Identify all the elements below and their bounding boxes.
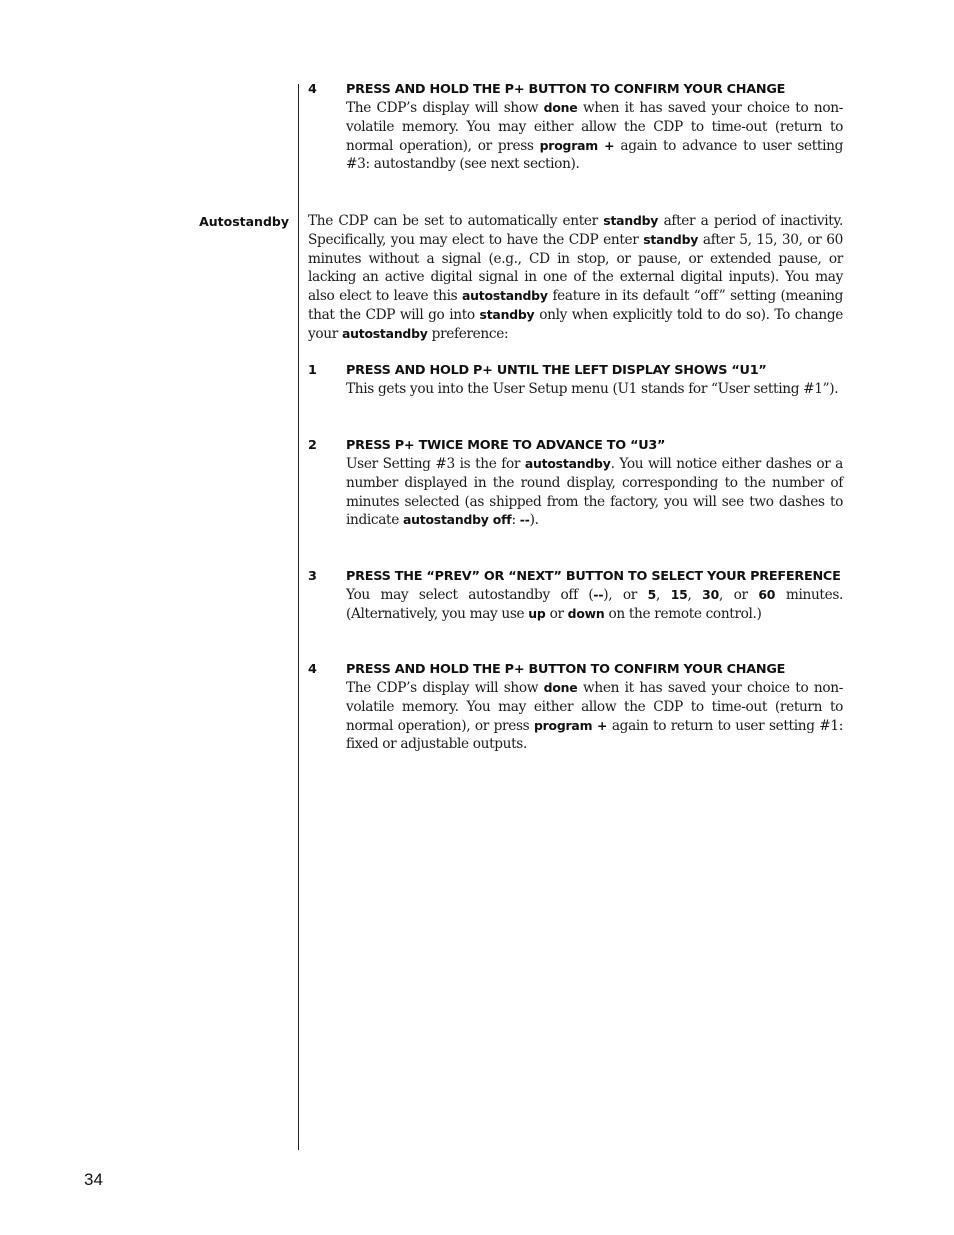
keyword: -- (593, 587, 604, 602)
step-number: 4 (308, 82, 317, 97)
body-text: again to advance to user setting #3: autostandby (see next section). (346, 137, 843, 173)
body-text: when it has saved your choice to non-volatile memory. You may either allow the CDP to time-out (return to normal operation), or press (346, 100, 844, 154)
body-text: ). (529, 512, 539, 529)
body-text: only when explicitly told to do so). To change your (308, 306, 843, 342)
step-number: 3 (308, 569, 317, 584)
body-text: when it has saved your choice to non-volatile memory. You may either allow the CDP to time-out (return to normal operation), or press (346, 680, 844, 734)
step-1 (308, 361, 843, 399)
step-body (308, 679, 843, 754)
body-text: The CDP can be set to automatically enter (308, 213, 604, 229)
keyword: done (543, 100, 578, 115)
body-text: or (545, 605, 568, 622)
step-title: PRESS AND HOLD THE P+ BUTTON TO CONFIRM YOUR CHANGE (346, 662, 786, 677)
body-text: , (656, 587, 671, 603)
body-text: preference: (427, 325, 509, 342)
keyword: done (543, 680, 578, 695)
step-body (308, 380, 843, 399)
keyword: program + (539, 137, 615, 153)
body-text: The CDP’s display will show (346, 100, 544, 116)
step-heading (308, 567, 843, 586)
body-text: after a period of inactivity. Specifically, you may elect to have the CDP enter (308, 213, 843, 248)
keyword: standby (603, 213, 659, 228)
step-heading (308, 80, 843, 99)
keyword: autostandby (524, 456, 611, 471)
body-text: again to return to user setting #1: fixed or adjustable outputs. (346, 717, 843, 753)
keyword: 5 (647, 587, 657, 602)
keyword: autostandby (462, 288, 548, 304)
step-top-4 (308, 80, 843, 174)
body-text: after 5, 15, 30, or 60 minutes without a signal (e.g., CD in stop, or pause, or extended pause, or lacking an active digital signal in one of the external digital inputs). You may also elect to leave this (308, 231, 843, 305)
body-text: This gets you into the User Setup menu (U1 stands for “User setting #1”). (346, 381, 839, 397)
body-text: feature in its default “off” setting (meaning that the CDP will go into (308, 288, 844, 323)
keyword: up (528, 605, 546, 621)
intro-paragraph (308, 212, 843, 344)
step-title: PRESS P+ TWICE MORE TO ADVANCE TO “U3” (346, 438, 666, 453)
step-number: 4 (308, 662, 317, 677)
body-text: , (687, 587, 703, 603)
body-text: : (511, 512, 520, 529)
step-body (308, 586, 843, 624)
margin-rule (298, 84, 299, 1150)
keyword: 15 (670, 587, 688, 602)
keyword: program + (533, 717, 608, 733)
step-4 (308, 660, 843, 754)
step-title: PRESS AND HOLD THE P+ BUTTON TO CONFIRM YOUR CHANGE (346, 82, 786, 97)
body-text: User Setting #3 is the for (346, 456, 525, 472)
step-heading (308, 436, 843, 455)
page-number: 34 (84, 1170, 103, 1189)
body-text: , or (719, 587, 759, 603)
body-text: You may select autostandby off ( (346, 587, 594, 603)
keyword: autostandby off (402, 512, 512, 528)
keyword: standby (479, 306, 535, 322)
step-heading (308, 361, 843, 380)
keyword: -- (519, 512, 530, 528)
body-text: . You will notice either dashes or a number displayed in the round display, corresponding to the number of minutes selected (as shipped from the factory, you will see two dashes to indicate (346, 456, 843, 529)
keyword: autostandby (341, 325, 428, 341)
step-heading (308, 660, 843, 679)
step-number: 1 (308, 363, 317, 378)
step-body (308, 455, 843, 530)
step-body (308, 99, 843, 174)
keyword: down (567, 605, 605, 621)
step-number: 2 (308, 438, 317, 453)
body-text: The CDP’s display will show (346, 680, 544, 696)
keyword: 30 (702, 587, 720, 602)
body-text: on the remote control.) (604, 605, 762, 622)
body-text: ), or (603, 587, 648, 603)
keyword: standby (643, 231, 699, 247)
step-2 (308, 436, 843, 530)
step-3 (308, 567, 843, 624)
keyword: 60 (758, 587, 776, 602)
autostandby-intro (308, 212, 843, 344)
step-title: PRESS AND HOLD P+ UNTIL THE LEFT DISPLAY SHOWS “U1” (346, 363, 767, 378)
section-label-autostandby: Autostandby (199, 214, 289, 229)
step-title: PRESS THE “PREV” OR “NEXT” BUTTON TO SELECT YOUR PREFERENCE (346, 569, 841, 584)
body-text: minutes. (Alternatively, you may use (346, 587, 843, 622)
